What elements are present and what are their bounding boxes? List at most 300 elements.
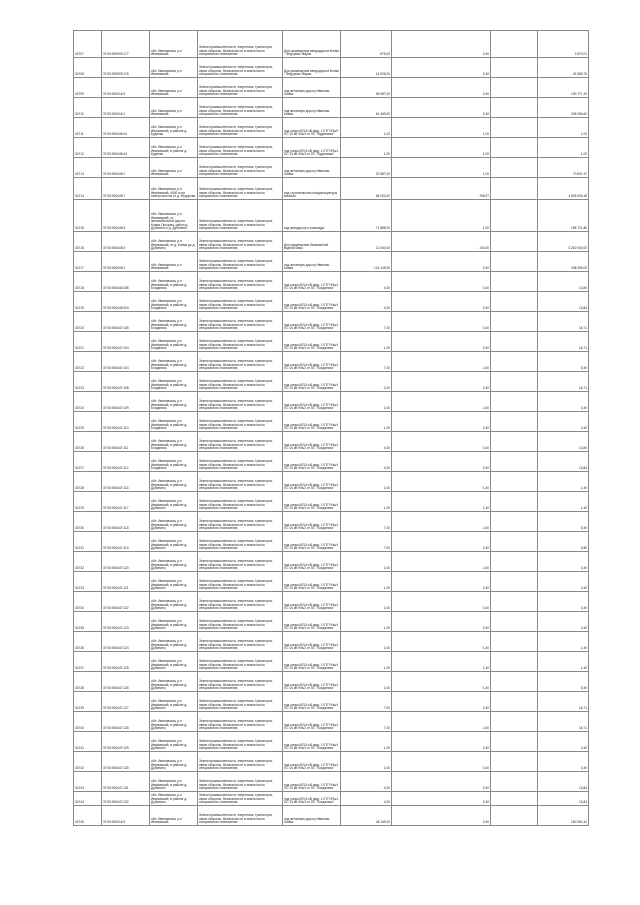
area-cell: 7,00 <box>341 312 392 332</box>
amount-cell: 3,40 <box>538 392 589 412</box>
table-row <box>74 372 589 392</box>
land-category-cell: Земли промышленности, энергетики, транспорта, связи обороны, безопасности и земли иного специального назначения <box>198 312 283 332</box>
area-cell: 45 149,00 <box>341 806 392 826</box>
row-number: 34724 <box>74 392 102 412</box>
rate-cell: 0,40 <box>392 58 491 78</box>
amount-cell: 3,40 <box>538 592 589 612</box>
address-cell: обл. Ивановская, р-н Ивановский, в районе д. Дубинино <box>150 652 198 672</box>
rate-cell: 0,40 <box>392 78 491 98</box>
coefficient-cell <box>491 58 538 78</box>
row-number: 34730 <box>74 512 102 532</box>
land-category-cell: Земли промышленности, энергетики, транспорта, связи обороны, безопасности и земли иного специального назначения <box>198 178 283 200</box>
area-cell: 1,00 <box>341 592 392 612</box>
coefficient-cell <box>491 138 538 158</box>
land-category-cell: Земли промышленности, энергетики, транспорта, связи обороны, безопасности и земли иного специального назначения <box>198 512 283 532</box>
permitted-use-cell: под опоры ВЛ-6 кВ фид. 1 КТП Ф№4 ПС 10 кВ Ф№3 от ПС "Богданиха" <box>283 292 341 312</box>
area-cell: 71 885,00 <box>341 200 392 232</box>
area-cell: 1,00 <box>341 632 392 652</box>
coefficient-cell <box>491 252 538 272</box>
permitted-use-cell: под опоры ВЛ-6 кВ фид. 1 КТП Ф№4 ПС 10 кВ Ф№3 от ПС "Богданиха" <box>283 352 341 372</box>
amount-cell: 438 396,00 <box>538 252 589 272</box>
coefficient-cell <box>491 806 538 826</box>
address-cell: обл. Ивановская, р-н Ивановский, в районе д. Дубинино <box>150 492 198 512</box>
coefficient-cell <box>491 452 538 472</box>
permitted-use-cell: под опоры ВЛ-6 кВ фид. 1 КТП Ф№4 ПС 10 кВ Ф№3 от ПС "Богданиха" <box>283 532 341 552</box>
address-cell: обл. Ивановская, р-н Ивановский, от д. Кохма до д. Дубинино <box>150 232 198 252</box>
row-number: 34737 <box>74 652 102 672</box>
area-cell: 1,00 <box>341 412 392 432</box>
area-cell: 7,00 <box>341 512 392 532</box>
rate-cell: 2,40 <box>392 372 491 392</box>
land-category-cell: Земли промышленности, энергетики, транспорта, связи обороны, безопасности и земли иного специального назначения <box>198 232 283 252</box>
amount-cell: 1,40 <box>538 492 589 512</box>
address-cell: обл. Ивановская, р-н Ивановский, в районе д. Буденки <box>150 138 198 158</box>
permitted-use-cell: под опоры ВЛ-6 кВ фид. 1 КТП Ф№4 ПС 10 кВ Ф№3 от ПС "Богданиха" <box>283 472 341 492</box>
permitted-use-cell: под опоры ВЛ-6 кВ фид. 1 КТП Ф№4 ПС 10 кВ Ф№3 от ПС "Богданиха" <box>283 452 341 472</box>
land-register-table <box>73 30 589 826</box>
land-category-cell: Земли промышленности, энергетики, транспорта, связи обороны, безопасности и земли иного специального назначения <box>198 472 283 492</box>
row-number: 34707 <box>74 31 102 58</box>
amount-cell: 198 721,86 <box>538 200 589 232</box>
land-category-cell: Земли промышленности, энергетики, транспорта, связи обороны, безопасности и земли иного специального назначения <box>198 732 283 752</box>
table-row <box>74 138 589 158</box>
amount-cell: 1,00 <box>538 118 589 138</box>
coefficient-cell <box>491 372 538 392</box>
rate-cell: 2,40 <box>392 532 491 552</box>
table-row <box>74 58 589 78</box>
coefficient-cell <box>491 292 538 312</box>
area-cell: 4,00 <box>341 432 392 452</box>
address-cell: обл. Ивановская, р-н Ивановский <box>150 252 198 272</box>
table-row <box>74 272 589 292</box>
rate-cell: 1,00 <box>392 118 491 138</box>
coefficient-cell <box>491 312 538 332</box>
rate-cell: 0,40 <box>392 792 491 806</box>
address-cell: обл. Ивановская, р-н Ивановский, в районе д. Дубинино <box>150 632 198 652</box>
coefficient-cell <box>491 652 538 672</box>
cadastral-number: 37:05:000447:122 <box>102 592 150 612</box>
cadastral-number: 37:05:000445:44 <box>102 118 150 138</box>
rate-cell: 0,40 <box>392 752 491 772</box>
area-cell: 1,00 <box>341 472 392 492</box>
table-row <box>74 332 589 352</box>
register-body <box>74 31 589 826</box>
permitted-use-cell: под опоры ВЛ-6 кВ фид. 1 КТП Ф№4 ПС 10 кВ Ф№3 от ПС "Богданиха" <box>283 312 341 332</box>
address-cell: обл. Ивановская, р-н Ивановский, в районе д. Дубинино <box>150 612 198 632</box>
land-category-cell: Земли промышленности, энергетики, транспорта, связи обороны, безопасности и земли иного специального назначения <box>198 592 283 612</box>
permitted-use-cell: под опоры ВЛ-6 кВ фид. 1 КТП Ф№4 ПС 10 кВ Ф№3 от ПС "Богданиха" <box>283 612 341 632</box>
table-row <box>74 792 589 806</box>
row-number: 34732 <box>74 552 102 572</box>
area-cell: 7,00 <box>341 352 392 372</box>
address-cell: обл. Ивановская, р-н Ивановский, в районе д. Богданиха <box>150 272 198 292</box>
permitted-use-cell: под автодорогу и разъезды <box>283 200 341 232</box>
rate-cell: 0,40 <box>392 332 491 352</box>
table-row <box>74 492 589 512</box>
permitted-use-cell: под опоры ВЛ-6 кВ фид. 1 КТП Ф№4 ПС 10 кВ Ф№3 от ПС "Богданиха" <box>283 592 341 612</box>
row-number: 34711 <box>74 118 102 138</box>
area-cell: 84 000,00 <box>341 178 392 200</box>
area-cell: 7,00 <box>341 532 392 552</box>
row-number: 34720 <box>74 312 102 332</box>
permitted-use-cell: Для размещения вендодорога Кохма - Федорово Жарки <box>283 31 341 58</box>
row-number: 34736 <box>74 632 102 652</box>
address-cell: обл. Ивановская, р-н Ивановский, в районе д. Богданиха <box>150 372 198 392</box>
address-cell: обл. Ивановская, р-н Ивановский <box>150 58 198 78</box>
cadastral-number: 37:05:000445:44 <box>102 138 150 158</box>
land-category-cell: Земли промышленности, энергетики, транспорта, связи обороны, безопасности и земли иного специального назначения <box>198 118 283 138</box>
table-row <box>74 158 589 178</box>
permitted-use-cell: под опоры ВЛ-6 кВ фид. 1 КТП Ф№4 ПС 10 кВ Ф№3 от ПС "Богданиха" <box>283 412 341 432</box>
coefficient-cell <box>491 632 538 652</box>
coefficient-cell <box>491 118 538 138</box>
table-row <box>74 592 589 612</box>
coefficient-cell <box>491 592 538 612</box>
area-cell: 1,00 <box>341 652 392 672</box>
rate-cell: 0,40 <box>392 772 491 792</box>
coefficient-cell <box>491 752 538 772</box>
land-category-cell: Земли промышленности, энергетики, транспорта, связи обороны, безопасности и земли иного специального назначения <box>198 672 283 692</box>
address-cell: обл. Ивановская, р-н Ивановский, в районе д. Дубинино <box>150 732 198 752</box>
permitted-use-cell: под железную дорогу Иваново-Кохма <box>283 252 341 272</box>
area-cell: 4,00 <box>341 792 392 806</box>
coefficient-cell <box>491 432 538 452</box>
address-cell: обл. Ивановская, р-н Ивановский, в районе д. Дубинино <box>150 672 198 692</box>
table-row <box>74 512 589 532</box>
area-cell: 4,00 <box>341 772 392 792</box>
area-cell: 876,00 <box>341 31 392 58</box>
address-cell: обл. Ивановская, р-н Ивановский <box>150 806 198 826</box>
row-number: 34729 <box>74 492 102 512</box>
table-row <box>74 612 589 632</box>
cadastral-number: 37:05:000909:176 <box>102 58 150 78</box>
row-number: 34708 <box>74 58 102 78</box>
table-row <box>74 312 589 332</box>
amount-cell: 13,84 <box>538 432 589 452</box>
row-number: 34721 <box>74 332 102 352</box>
table-row <box>74 752 589 772</box>
area-cell: 1,00 <box>341 612 392 632</box>
cadastral-number: 37:05:000447:123 <box>102 612 150 632</box>
amount-cell: 1,40 <box>538 632 589 652</box>
coefficient-cell <box>491 412 538 432</box>
land-category-cell: Земли промышленности, энергетики, транспорта, связи обороны, безопасности и земли иного специального назначения <box>198 392 283 412</box>
permitted-use-cell: под опоры ВЛ-6 кВ фид. 1 КТП Ф№9 ПС 10 кВ Ф№3 от ПС "Буденовка" <box>283 118 341 138</box>
area-cell: 20 987,00 <box>341 158 392 178</box>
row-number: 34728 <box>74 472 102 492</box>
rate-cell: 0,40 <box>392 98 491 118</box>
rate-cell: 0,40 <box>392 592 491 612</box>
address-cell: обл. Ивановская, р-н Ивановский, в районе д. Дубинино <box>150 772 198 792</box>
cadastral-number: 37:05:000447:131 <box>102 772 150 792</box>
rate-cell: 1,40 <box>392 632 491 652</box>
row-number: 34722 <box>74 352 102 372</box>
permitted-use-cell: под опоры ВЛ-6 кВ фид. 1 КТП Ф№4 ПС 10 кВ Ф№3 от ПС "Богданиха" <box>283 792 341 806</box>
address-cell: обл. Ивановская, р-н Ивановский, в районе д. Богданиха <box>150 332 198 352</box>
coefficient-cell <box>491 472 538 492</box>
land-category-cell: Земли промышленности, энергетики, транспорта, связи обороны, безопасности и земли иного специального назначения <box>198 158 283 178</box>
rate-cell: 2,40 <box>392 692 491 712</box>
permitted-use-cell: под опоры ВЛ-6 кВ фид. 1 КТП Ф№4 ПС 10 кВ Ф№3 от ПС "Богданиха" <box>283 652 341 672</box>
rate-cell: 1,00 <box>392 200 491 232</box>
rate-cell: 2,40 <box>392 412 491 432</box>
row-number: 34719 <box>74 292 102 312</box>
permitted-use-cell: под опоры ВЛ-6 кВ фид. 1 КТП Ф№4 ПС 10 кВ Ф№3 от ПС "Богданиха" <box>283 512 341 532</box>
cadastral-number: 37:05:000447:128 <box>102 712 150 732</box>
rate-cell: 1,40 <box>392 492 491 512</box>
amount-cell: 5,40 <box>538 352 589 372</box>
permitted-use-cell: под опоры ВЛ-6 кВ фид. 1 КТП Ф№4 ПС 10 кВ Ф№3 от ПС "Богданиха" <box>283 372 341 392</box>
amount-cell: 13,84 <box>538 452 589 472</box>
land-category-cell: Земли промышленности, энергетики, транспорта, связи обороны, безопасности и земли иного специального назначения <box>198 352 283 372</box>
area-cell: 12 000,00 <box>341 232 392 252</box>
row-number: 34715 <box>74 200 102 232</box>
address-cell: обл. Ивановская, р-н Ивановский, в районе д. Богданиха <box>150 352 198 372</box>
row-number: 34734 <box>74 592 102 612</box>
cadastral-number: 37:05:000445:204 <box>102 292 150 312</box>
land-category-cell: Земли промышленности, энергетики, транспорта, связи обороны, безопасности и земли иного специального назначения <box>198 432 283 452</box>
land-category-cell: Земли промышленности, энергетики, транспорта, связи обороны, безопасности и земли иного специального назначения <box>198 532 283 552</box>
table-row <box>74 178 589 200</box>
address-cell: обл. Ивановская, р-н Ивановский, в районе д. Дубинино <box>150 512 198 532</box>
amount-cell: 206 056,60 <box>538 98 589 118</box>
address-cell: обл. Ивановская, р-н Ивановский, в районе д. Буденки <box>150 118 198 138</box>
coefficient-cell <box>491 692 538 712</box>
table-row <box>74 412 589 432</box>
permitted-use-cell: под опоры ВЛ-6 кВ фид. 1 КТП Ф№4 ПС 10 кВ Ф№3 от ПС "Богданиха" <box>283 332 341 352</box>
coefficient-cell <box>491 492 538 512</box>
row-number: 34714 <box>74 178 102 200</box>
rate-cell: 1,00 <box>392 158 491 178</box>
cadastral-number: 37:05:000909:177 <box>102 31 150 58</box>
rate-cell: 2,40 <box>392 572 491 592</box>
row-number: 34733 <box>74 572 102 592</box>
amount-cell: 16,71 <box>538 312 589 332</box>
amount-cell: 2 870,01 <box>538 31 589 58</box>
table-row <box>74 692 589 712</box>
permitted-use-cell: под железную дорогу Иваново-Кохма <box>283 158 341 178</box>
coefficient-cell <box>491 31 538 58</box>
cadastral-number: 37:05:000445:3 <box>102 200 150 232</box>
coefficient-cell <box>491 78 538 98</box>
area-cell: 1,00 <box>341 392 392 412</box>
coefficient-cell <box>491 552 538 572</box>
permitted-use-cell: под строительство инфраструктуры вокзала <box>283 178 341 200</box>
address-cell: обл. Ивановская, р-н Ивановский, в районе д. Богданиха <box>150 452 198 472</box>
land-category-cell: Земли промышленности, энергетики, транспорта, связи обороны, безопасности и земли иного специального назначения <box>198 712 283 732</box>
row-number: 34739 <box>74 692 102 712</box>
area-cell: 7,00 <box>341 692 392 712</box>
land-category-cell: Земли промышленности, энергетики, транспорта, связи обороны, безопасности и земли иного специального назначения <box>198 652 283 672</box>
rate-cell: 2,40 <box>392 352 491 372</box>
address-cell: обл. Ивановская, р-н Ивановский, в районе д. Дубинино <box>150 532 198 552</box>
amount-cell: 5,40 <box>538 512 589 532</box>
rate-cell: 0,40 <box>392 272 491 292</box>
land-category-cell: Земли промышленности, энергетики, транспорта, связи обороны, безопасности и земли иного специального назначения <box>198 692 283 712</box>
permitted-use-cell: под опоры ВЛ-6 кВ фид. 1 КТП Ф№4 ПС 10 кВ Ф№3 от ПС "Богданиха" <box>283 552 341 572</box>
amount-cell: 16,71 <box>538 372 589 392</box>
amount-cell: 13,84 <box>538 292 589 312</box>
rate-cell: 0,40 <box>392 452 491 472</box>
rate-cell: 2,40 <box>392 732 491 752</box>
coefficient-cell <box>491 772 538 792</box>
area-cell: 4,00 <box>341 452 392 472</box>
cadastral-number: 37:05:000447:112 <box>102 452 150 472</box>
land-category-cell: Земли промышленности, энергетики, транспорта, связи обороны, безопасности и земли иного специального назначения <box>198 200 283 232</box>
cadastral-number: 37:05:000447:118 <box>102 512 150 532</box>
table-row <box>74 712 589 732</box>
land-category-cell: Земли промышленности, энергетики, транспорта, связи обороны, безопасности и земли иного специального назначения <box>198 332 283 352</box>
table-row <box>74 572 589 592</box>
area-cell: 1,00 <box>341 332 392 352</box>
address-cell: обл. Ивановская, р-н Ивановский, в районе д. Богданиха <box>150 432 198 452</box>
amount-cell: 190 771,19 <box>538 78 589 98</box>
area-cell: 2,00 <box>341 372 392 392</box>
land-category-cell: Земли промышленности, энергетики, транспорта, связи обороны, безопасности и земли иного специального назначения <box>198 252 283 272</box>
coefficient-cell <box>491 512 538 532</box>
address-cell: обл. Ивановская, р-н Ивановский, в районе д. Богданиха <box>150 412 198 432</box>
row-number: 34735 <box>74 612 102 632</box>
cadastral-number: 37:05:000416:3 <box>102 806 150 826</box>
address-cell: обл. Ивановская, р-н Ивановский, в районе д. Дубинино <box>150 592 198 612</box>
area-cell: 1,00 <box>341 672 392 692</box>
table-row <box>74 472 589 492</box>
amount-cell: 3 240 000,00 <box>538 232 589 252</box>
cadastral-number: 37:05:000447:116 <box>102 472 150 492</box>
area-cell: 14 026,00 <box>341 58 392 78</box>
address-cell: обл. Ивановская, р-н Ивановский, в районе д. Богданиха <box>150 312 198 332</box>
area-cell: 56 987,00 <box>341 78 392 98</box>
amount-cell: 5,80 <box>538 532 589 552</box>
address-cell: обл. Ивановская, р-н Ивановский, 4000 м на северо-восток от д. Федорово <box>150 178 198 200</box>
rate-cell: 768,97 <box>392 178 491 200</box>
land-category-cell: Земли промышленности, энергетики, транспорта, связи обороны, безопасности и земли иного специального назначения <box>198 492 283 512</box>
row-number: 34745 <box>74 806 102 826</box>
amount-cell: 1,40 <box>538 652 589 672</box>
address-cell: обл. Ивановская, р-н Ивановский, в районе д. Дубинино <box>150 552 198 572</box>
row-number: 34725 <box>74 412 102 432</box>
area-cell: 7,00 <box>341 712 392 732</box>
land-category-cell: Земли промышленности, энергетики, транспорта, связи обороны, безопасности и земли иного специального назначения <box>198 772 283 792</box>
area-cell: 61 469,00 <box>341 98 392 118</box>
area-cell: 1,00 <box>341 138 392 158</box>
land-category-cell: Земли промышленности, энергетики, транспорта, связи обороны, безопасности и земли иного специального назначения <box>198 98 283 118</box>
land-category-cell: Земли промышленности, энергетики, транспорта, связи обороны, безопасности и земли иного специального назначения <box>198 572 283 592</box>
row-number: 34727 <box>74 452 102 472</box>
land-category-cell: Земли промышленности, энергетики, транспорта, связи обороны, безопасности и земли иного специального назначения <box>198 632 283 652</box>
row-number: 34742 <box>74 752 102 772</box>
permitted-use-cell: под опоры ВЛ-6 кВ фид. 1 КТП Ф№4 ПС 10 кВ Ф№3 от ПС "Богданиха" <box>283 732 341 752</box>
table-row <box>74 78 589 98</box>
address-cell: обл. Ивановская, р-н Ивановский, от автомобильной дороги Кохма-Писцово, район д. Дубинино к д. Дубинино <box>150 200 198 232</box>
cadastral-number: 37:05:000416:1 <box>102 98 150 118</box>
table-row <box>74 98 589 118</box>
coefficient-cell <box>491 158 538 178</box>
address-cell: обл. Ивановская, р-н Ивановский, в районе д. Дубинино <box>150 472 198 492</box>
amount-cell: 5,40 <box>538 672 589 692</box>
cadastral-number: 37:05:000447:121 <box>102 572 150 592</box>
address-cell: обл. Ивановская, р-н Ивановский <box>150 31 198 58</box>
row-number: 34713 <box>74 158 102 178</box>
cadastral-number: 37:05:000447:125 <box>102 652 150 672</box>
rate-cell: 0,40 <box>392 292 491 312</box>
permitted-use-cell: под железную дорогу Иваново-Кохма <box>283 78 341 98</box>
permitted-use-cell: под опоры ВЛ-6 кВ фид. 1 КТП Ф№4 ПС 10 кВ Ф№3 от ПС "Богданиха" <box>283 432 341 452</box>
address-cell: обл. Ивановская, р-н Ивановский, в районе д. Богданиха <box>150 392 198 412</box>
row-number: 34741 <box>74 732 102 752</box>
amount-cell: 1,40 <box>538 472 589 492</box>
coefficient-cell <box>491 178 538 200</box>
area-cell: 1,00 <box>341 492 392 512</box>
table-row <box>74 118 589 138</box>
permitted-use-cell: под опоры ВЛ-6 кВ фид. 1 КТП Ф№4 ПС 10 кВ Ф№3 от ПС "Богданиха" <box>283 272 341 292</box>
table-row <box>74 452 589 472</box>
address-cell: обл. Ивановская, р-н Ивановский <box>150 98 198 118</box>
table-row <box>74 292 589 312</box>
cadastral-number: 37:05:000447:105 <box>102 312 150 332</box>
row-number: 34744 <box>74 792 102 806</box>
address-cell: обл. Ивановская, р-н Ивановский, в районе д. Дубинино <box>150 692 198 712</box>
area-cell: 1,00 <box>341 732 392 752</box>
coefficient-cell <box>491 572 538 592</box>
rate-cell: 2,40 <box>392 392 491 412</box>
rate-cell: 1,00 <box>392 138 491 158</box>
address-cell: обл. Ивановская, р-н Ивановский, в районе д. Богданиха <box>150 292 198 312</box>
permitted-use-cell: под железную дорогу Иваново-Кохма <box>283 98 341 118</box>
permitted-use-cell: под опоры ВЛ-6 кВ фид. 1 КТП Ф№4 ПС 10 кВ Ф№3 от ПС "Богданиха" <box>283 692 341 712</box>
amount-cell: 3,40 <box>538 552 589 572</box>
amount-cell: 3,40 <box>538 412 589 432</box>
amount-cell: 1,00 <box>538 138 589 158</box>
rate-cell: 0,40 <box>392 432 491 452</box>
row-number: 34712 <box>74 138 102 158</box>
row-number: 34731 <box>74 532 102 552</box>
row-number: 34738 <box>74 672 102 692</box>
cadastral-number: 37:05:000447:130 <box>102 752 150 772</box>
cadastral-number: 37:05:000447:108 <box>102 372 150 392</box>
amount-cell: 13,84 <box>538 792 589 806</box>
land-category-cell: Земли промышленности, энергетики, транспорта, связи обороны, безопасности и земли иного специального назначения <box>198 272 283 292</box>
cadastral-number: 37:05:000447:126 <box>102 672 150 692</box>
coefficient-cell <box>491 732 538 752</box>
rate-cell: 0,40 <box>392 312 491 332</box>
cadastral-number: 37:05:000447:111 <box>102 432 150 452</box>
cadastral-number: 37:05:000445:1 <box>102 158 150 178</box>
row-number: 34716 <box>74 232 102 252</box>
coefficient-cell <box>491 272 538 292</box>
table-row <box>74 672 589 692</box>
amount-cell: 13,84 <box>538 272 589 292</box>
land-category-cell: Земли промышленности, энергетики, транспорта, связи обороны, безопасности и земли иного специального назначения <box>198 452 283 472</box>
area-cell: 1,00 <box>341 752 392 772</box>
rate-cell: 0,40 <box>392 806 491 826</box>
coefficient-cell <box>491 712 538 732</box>
land-category-cell: Земли промышленности, энергетики, транспорта, связи обороны, безопасности и земли иного специального назначения <box>198 372 283 392</box>
land-category-cell: Земли промышленности, энергетики, транспорта, связи обороны, безопасности и земли иного специального назначения <box>198 752 283 772</box>
rate-cell: 0,40 <box>392 31 491 58</box>
area-cell: 1,00 <box>341 118 392 138</box>
cadastral-number: 37:05:000447:127 <box>102 692 150 712</box>
coefficient-cell <box>491 392 538 412</box>
cadastral-number: 37:05:000405:1 <box>102 252 150 272</box>
rate-cell: 1,40 <box>392 652 491 672</box>
land-category-cell: Земли промышленности, энергетики, транспорта, связи обороны, безопасности и земли иного специального назначения <box>198 292 283 312</box>
table-row <box>74 632 589 652</box>
cadastral-number: 37:05:000447:117 <box>102 492 150 512</box>
permitted-use-cell: под опоры ВЛ-6 кВ фид. 1 КТП Ф№4 ПС 10 кВ Ф№3 от ПС "Богданиха" <box>283 392 341 412</box>
table-row <box>74 772 589 792</box>
address-cell: обл. Ивановская, р-н Ивановский, в районе д. Дубинино <box>150 572 198 592</box>
